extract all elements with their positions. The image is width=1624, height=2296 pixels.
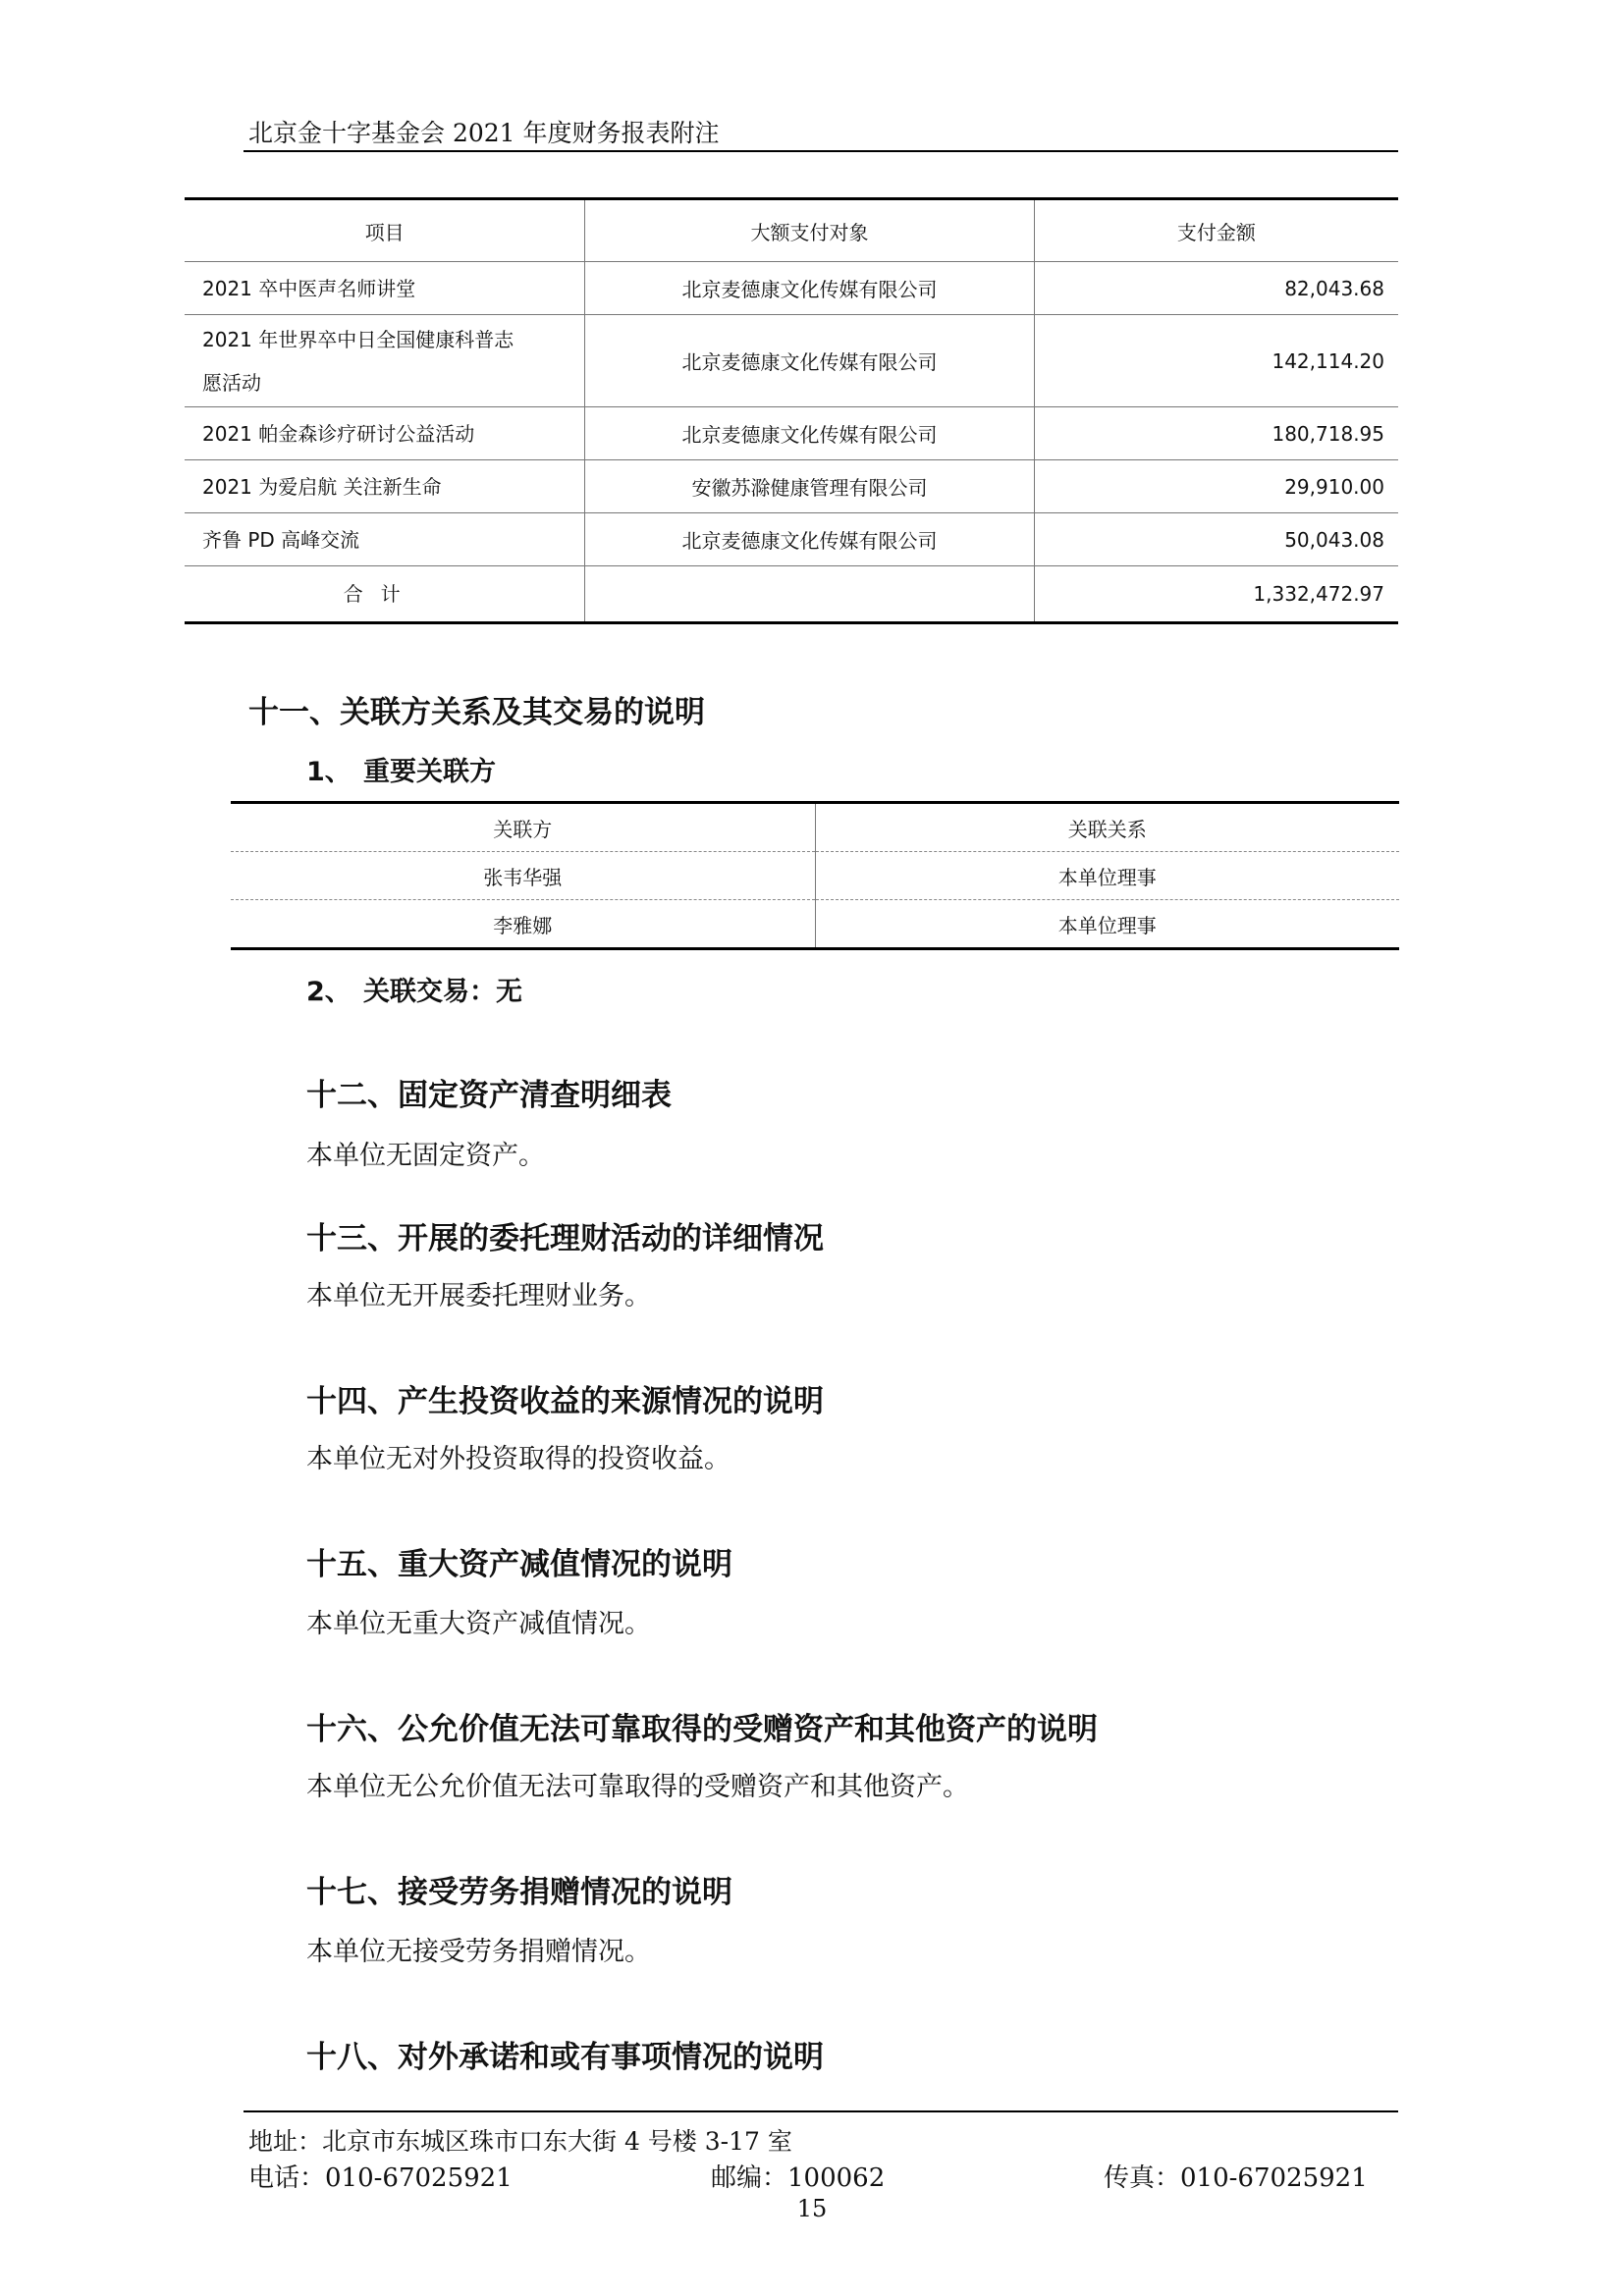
section-11-title: 十一、关联方关系及其交易的说明 bbox=[248, 695, 705, 730]
party-cell: 李雅娜 bbox=[231, 900, 815, 949]
footer-divider bbox=[244, 2110, 1398, 2112]
payee-cell: 北京麦德康文化传媒有限公司 bbox=[585, 407, 1034, 460]
footer-address: 地址：北京市东城区珠市口东大街 4 号楼 3-17 室 bbox=[248, 2127, 792, 2156]
item-cell: 2021 卒中医声名师讲堂 bbox=[185, 262, 585, 315]
section-14-title: 十四、产生投资收益的来源情况的说明 bbox=[306, 1384, 824, 1419]
subsection-title: 重要关联方 bbox=[363, 757, 496, 787]
relation-cell: 本单位理事 bbox=[815, 852, 1399, 900]
section-15-title: 十五、重大资产减值情况的说明 bbox=[306, 1547, 732, 1582]
empty-cell bbox=[585, 566, 1034, 623]
document-header-title: 北京金十字基金会 2021 年度财务报表附注 bbox=[248, 119, 720, 147]
footer-postcode: 邮编：100062 bbox=[711, 2163, 886, 2193]
section-12-body: 本单位无固定资产。 bbox=[306, 1141, 545, 1171]
section-17-title: 十七、接受劳务捐赠情况的说明 bbox=[306, 1875, 732, 1910]
header-divider bbox=[244, 150, 1398, 152]
amount-cell: 82,043.68 bbox=[1034, 262, 1398, 315]
table-row bbox=[231, 852, 1399, 900]
table-header-row bbox=[231, 803, 1399, 852]
table-row bbox=[185, 407, 1398, 460]
payee-cell: 北京麦德康文化传媒有限公司 bbox=[585, 315, 1034, 407]
section-16-title: 十六、公允价值无法可靠取得的受赠资产和其他资产的说明 bbox=[306, 1712, 1098, 1747]
payee-cell: 安徽苏滁健康管理有限公司 bbox=[585, 460, 1034, 513]
item-cell: 齐鲁 PD 高峰交流 bbox=[185, 513, 585, 566]
section-13-title: 十三、开展的委托理财活动的详细情况 bbox=[306, 1221, 824, 1256]
page-number: 15 bbox=[796, 2195, 828, 2222]
section-13-body: 本单位无开展委托理财业务。 bbox=[306, 1281, 651, 1311]
table-row bbox=[185, 315, 1398, 407]
table-row bbox=[185, 513, 1398, 566]
section-12-title: 十二、固定资产清查明细表 bbox=[306, 1078, 672, 1113]
column-header-party: 关联方 bbox=[231, 803, 815, 852]
item-cell-line: 2021 年世界卒中日全国健康科普志 bbox=[202, 327, 514, 351]
table-row bbox=[231, 900, 1399, 949]
column-header-relation: 关联关系 bbox=[815, 803, 1399, 852]
total-label: 合计 bbox=[185, 566, 585, 623]
section-14-body: 本单位无对外投资取得的投资收益。 bbox=[306, 1444, 731, 1474]
subsection-number: 2、 bbox=[306, 977, 352, 1007]
column-header-amount: 支付金额 bbox=[1034, 199, 1398, 262]
item-cell: 2021 帕金森诊疗研讨公益活动 bbox=[185, 407, 585, 460]
payee-cell: 北京麦德康文化传媒有限公司 bbox=[585, 513, 1034, 566]
item-cell-line: 愿活动 bbox=[202, 370, 261, 395]
table-row bbox=[185, 460, 1398, 513]
amount-cell: 50,043.08 bbox=[1034, 513, 1398, 566]
item-cell bbox=[185, 315, 585, 407]
related-parties-table bbox=[231, 801, 1399, 950]
table-row bbox=[185, 262, 1398, 315]
subsection-title: 关联交易：无 bbox=[363, 977, 522, 1007]
table-total-row bbox=[185, 566, 1398, 623]
section-17-body: 本单位无接受劳务捐赠情况。 bbox=[306, 1937, 651, 1967]
item-cell: 2021 为爱启航 关注新生命 bbox=[185, 460, 585, 513]
footer-phone: 电话：010-67025921 bbox=[248, 2163, 513, 2193]
relation-cell: 本单位理事 bbox=[815, 900, 1399, 949]
table-header-row bbox=[185, 199, 1398, 262]
amount-cell: 142,114.20 bbox=[1034, 315, 1398, 407]
section-15-body: 本单位无重大资产减值情况。 bbox=[306, 1609, 651, 1639]
column-header-item: 项目 bbox=[185, 199, 585, 262]
payee-cell: 北京麦德康文化传媒有限公司 bbox=[585, 262, 1034, 315]
subsection-2-heading bbox=[306, 970, 522, 1008]
large-payments-table bbox=[185, 197, 1398, 624]
section-18-title: 十八、对外承诺和或有事项情况的说明 bbox=[306, 2040, 824, 2075]
column-header-payee: 大额支付对象 bbox=[585, 199, 1034, 262]
total-amount: 1,332,472.97 bbox=[1034, 566, 1398, 623]
subsection-number: 1、 bbox=[306, 757, 352, 787]
amount-cell: 29,910.00 bbox=[1034, 460, 1398, 513]
footer-fax: 传真：010-67025921 bbox=[1104, 2163, 1368, 2193]
section-16-body: 本单位无公允价值无法可靠取得的受赠资产和其他资产。 bbox=[306, 1772, 969, 1802]
amount-cell: 180,718.95 bbox=[1034, 407, 1398, 460]
subsection-1-heading bbox=[306, 750, 496, 788]
party-cell: 张韦华强 bbox=[231, 852, 815, 900]
